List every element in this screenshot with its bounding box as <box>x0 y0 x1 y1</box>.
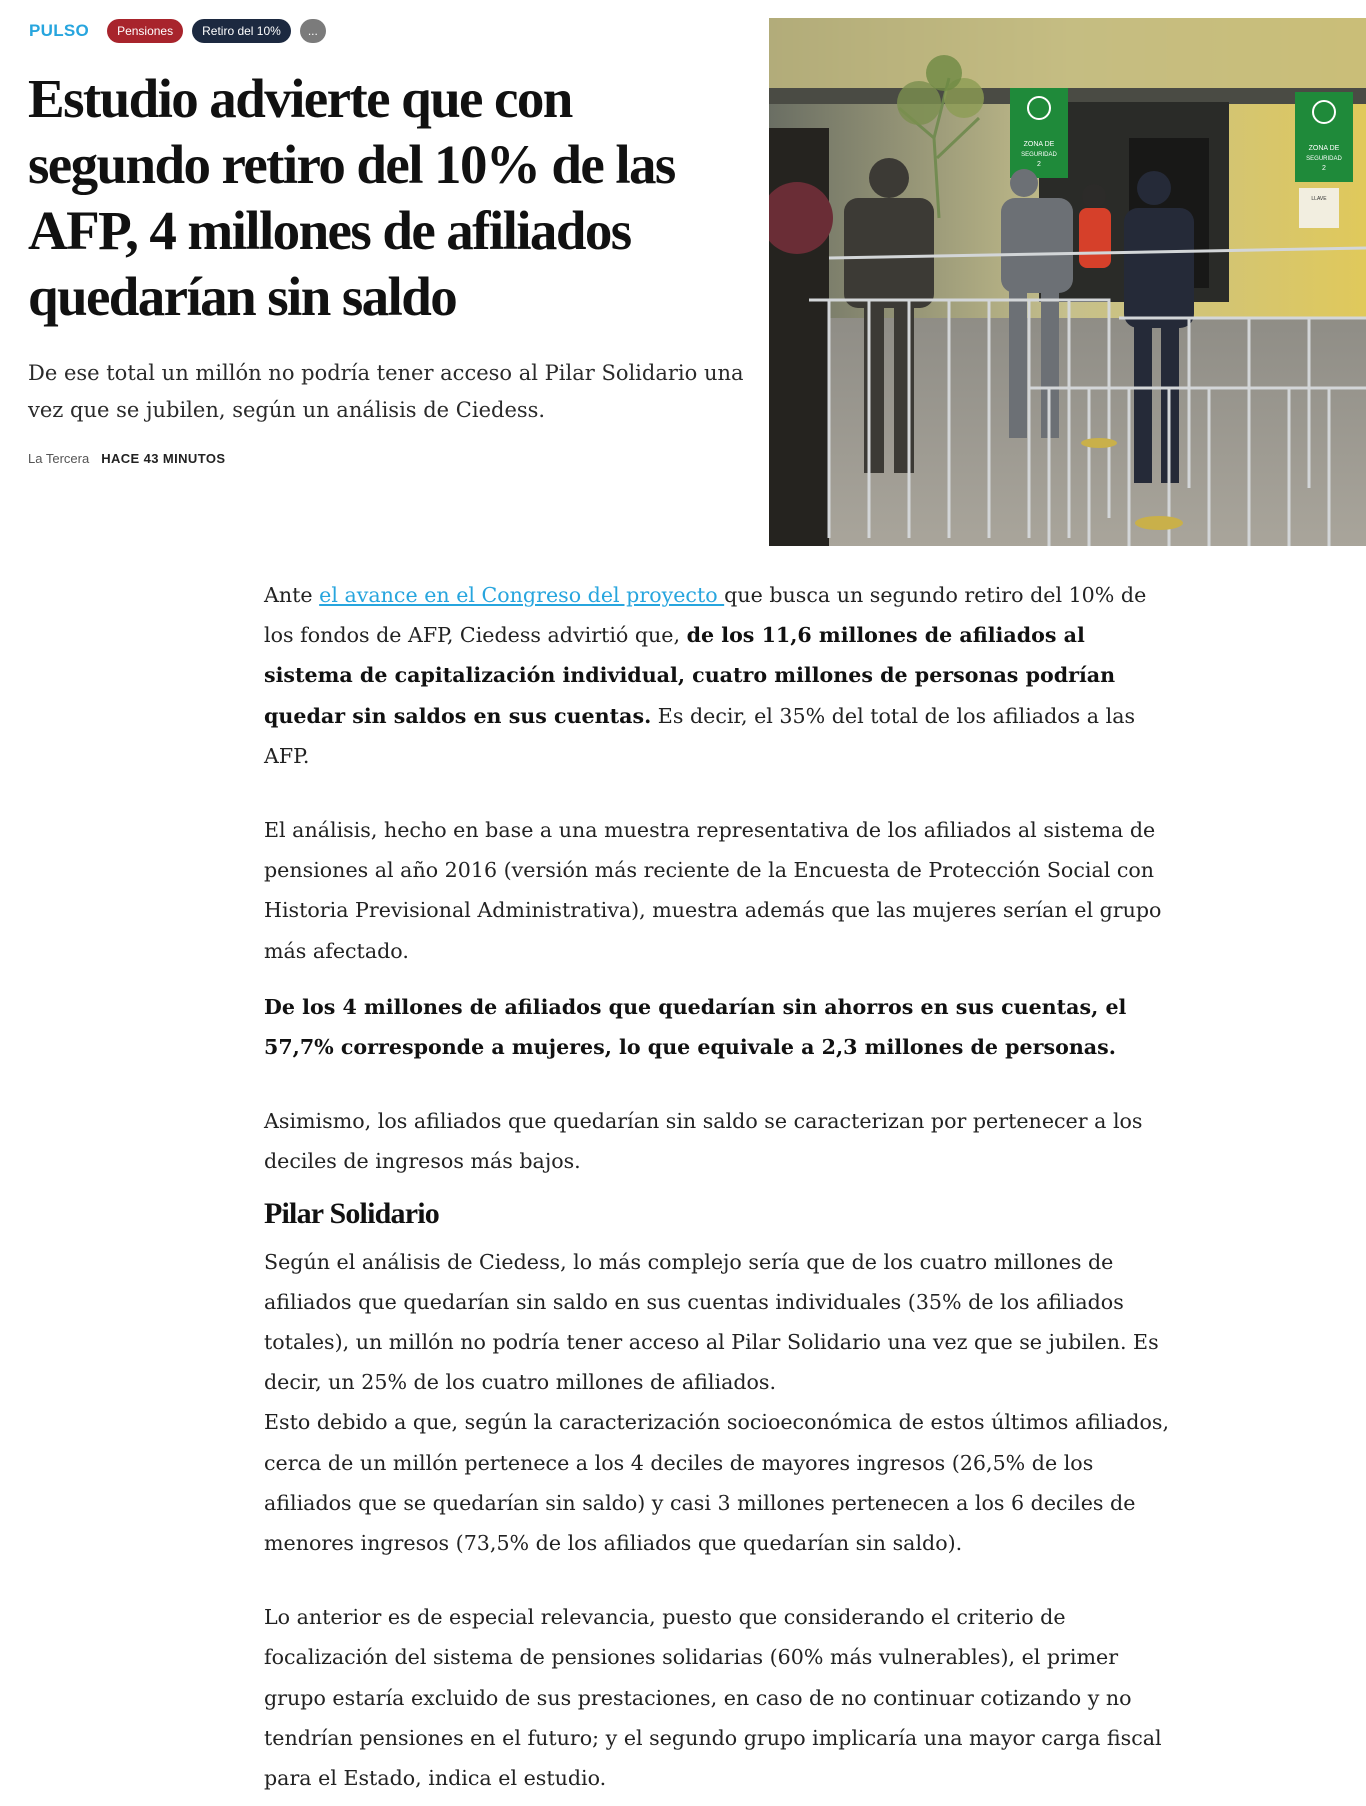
paragraph-1-text-b: que busca un segundo retiro del 10% de los fondos de AFP, Ciedess advirtió que, <box>264 583 1147 648</box>
paragraph-1-text-a: Ante <box>264 583 320 607</box>
paragraph-7: Lo anterior es de especial relevancia, puesto que considerando el criterio de focalización del sistema de pensiones solidarias (60% más vulnerables), el primer grupo estaría excluido de sus prestaciones, en caso de no continuar cotizando y no tendrían pensiones en el futuro; y el segundo grupo implicaría una mayor carga fiscal para el Estado, indica el estudio. <box>264 1605 1162 1791</box>
sign-line3: 2 <box>1037 161 1041 168</box>
sign2-line1: ZONA DE <box>1308 145 1340 152</box>
photo-illustration <box>769 18 1366 546</box>
paragraph-1-text-c: Es decir, el 35% del total de los afiliados a las AFP. <box>264 703 1136 768</box>
section-link[interactable]: PULSO <box>29 21 90 40</box>
tag-pensiones[interactable]: Pensiones <box>107 19 183 43</box>
paragraph-5: Según el análisis de Ciedess, lo más complejo sería que de los cuatro millones de afiliados que quedarían sin saldo en sus cuentas individuales (35% de los afiliados totales), un millón no podría tener acceso al Pilar Solidario una vez que se jubilen. Es decir, un 25% de los cuatro millones de afiliados. <box>264 1249 1159 1395</box>
photo-sign-text: LLAVE <box>1311 196 1327 202</box>
headline: Estudio advierte que con segundo retiro del 10% de las AFP, 4 millones de afiliados quedarían sin saldo <box>28 68 675 327</box>
sign2-line2: SEGURIDAD <box>1306 156 1342 162</box>
byline-source[interactable]: La Tercera <box>28 451 90 466</box>
article-photo <box>769 18 1366 546</box>
subheadline: De ese total un millón no podría tener acceso al Pilar Solidario una vez que se jubilen, según un análisis de Ciedess. <box>28 361 744 422</box>
article-body <box>264 575 1174 1798</box>
section-heading-pilar: Pilar Solidario <box>264 1196 439 1230</box>
article-header <box>0 0 1366 560</box>
tag-retiro[interactable]: Retiro del 10% <box>192 19 291 43</box>
congreso-link[interactable]: el avance en el Congreso del proyecto <box>319 583 725 607</box>
category-row <box>29 19 326 43</box>
paragraph-1 <box>264 575 1174 776</box>
byline-time: HACE 43 MINUTOS <box>101 451 226 466</box>
more-tags-button[interactable]: ... <box>300 19 326 43</box>
sign-line1: ZONA DE <box>1023 141 1055 148</box>
sign2-line3: 2 <box>1322 165 1326 172</box>
sign-line2: SEGURIDAD <box>1021 152 1057 158</box>
paragraph-2: El análisis, hecho en base a una muestra representativa de los afiliados al sistema de pensiones al año 2016 (versión más reciente de la Encuesta de Protección Social con Historia Previsional Administrativa), muestra además que las mujeres serían el grupo más afectado. <box>264 818 1162 963</box>
byline <box>28 451 225 466</box>
paragraph-6: Esto debido a que, según la caracterización socioeconómica de estos últimos afiliados, cerca de un millón pertenece a los 4 deciles de mayores ingresos (26,5% de los afiliados que se quedarían sin saldo) y casi 3 millones pertenecen a los 6 deciles de menores ingresos (73,5% de los afiliados que quedarían sin saldo). <box>264 1410 1169 1556</box>
paragraph-3-highlight: De los 4 millones de afiliados que quedarían sin ahorros en sus cuentas, el 57,7% corresponde a mujeres, lo que equivale a 2,3 millones de personas. <box>264 994 1127 1060</box>
paragraph-4: Asimismo, los afiliados que quedarían sin saldo se caracterizan por pertenecer a los deciles de ingresos más bajos. <box>264 1109 1143 1174</box>
paragraph-1-highlight: de los 11,6 millones de afiliados al sistema de capitalización individual, cuatro millones de personas podrían quedar sin saldos en sus cuentas. <box>264 623 1116 728</box>
